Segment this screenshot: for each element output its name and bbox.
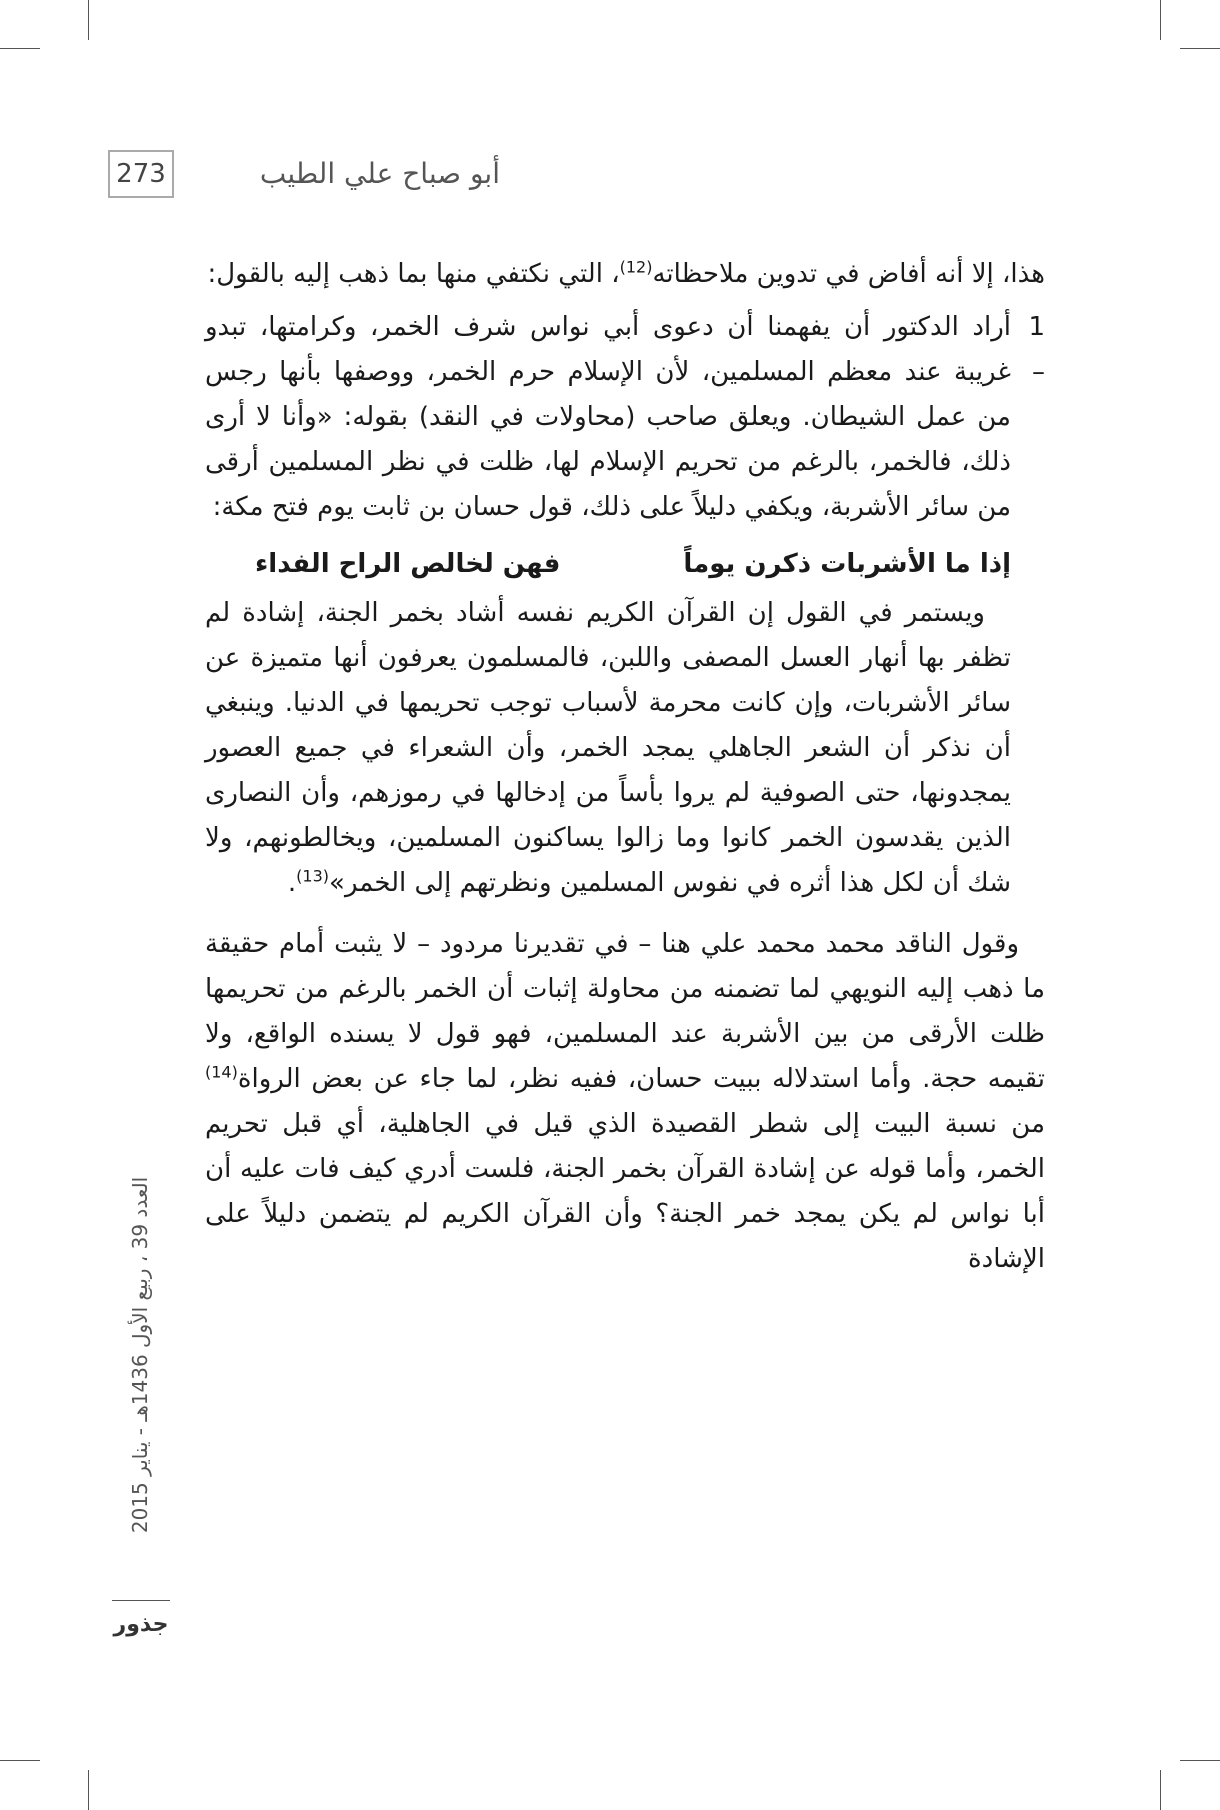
crop-mark-top-left-vertical — [88, 0, 89, 40]
journal-logo: جذور — [113, 1612, 169, 1637]
final-paragraph-text-end: من نسبة البيت إلى شطر القصيدة الذي قيل في الجاهلية، أي قبل تحريم الخمر، وأما قوله عن إشادة القرآن بخمر الجنة، فلست أدري كيف فات عليه أن أبا نواس لم يكن يمجد خمر الجنة؟ وأن القرآن الكريم لم يتضمن دليلاً على الإشادة — [205, 1109, 1045, 1274]
article-body — [205, 252, 1045, 1290]
item-continuation-text: ويستمر في القول إن القرآن الكريم نفسه أشاد بخمر الجنة، إشادة لم تظفر بها أنهار العسل المصفى واللبن، فالمسلمون يعرفون أنها متميزة عن سائر الأشربات، وإن كانت محرمة لأسباب توجب تحريمها في الدنيا. وينبغي أن نذكر أن الشعر الجاهلي يمجد الخمر، وأن الشعراء في جميع العصور يمجدونها، حتى الصوفية لم يروا بأساً من إدخالها في رموزهم، وأن النصارى الذين يقدسون الخمر كانوا وما زالوا يساكنون المسلمين، ويخالطونهم، ولا شك أن لكل هذا أثره في نفوس المسلمين ونظرتهم إلى الخمر» — [205, 598, 1011, 898]
item-number: 1 – — [1028, 312, 1045, 387]
final-paragraph-text: وقول الناقد محمد محمد علي هنا – في تقديرنا مردود – لا يثبت أمام حقيقة ما ذهب إليه النويهي لما تضمنه من محاولة إثبات أن الخمر بالرغم من تحريمها ظلت الأرقى من بين الأشربة عند المسلمين، فهو قول لا يسنده الواقع، ولا تقيمه حجة. وأما استدلاله ببيت حسان، ففيه نظر، لما جاء عن بعض الرواة — [205, 929, 1045, 1094]
item-continuation — [205, 591, 1011, 906]
item-paragraph: أراد الدكتور أن يفهمنا أن دعوى أبي نواس شرف الخمر، وكرامتها، تبدو غريبة عند معظم المسلمين، لأن الإسلام حرم الخمر، ووصفها بأنها رجس من عمل الشيطان. ويعلق صاحب (محاولات في النقد) بقوله: «وأنا لا أرى ذلك، فالخمر، بالرغم من تحريم الإسلام لها، ظلت في نظر المسلمين أرقى من سائر الأشربة، ويكفي دليلاً على ذلك، قول حسان بن ثابت يوم فتح مكة: — [205, 312, 1011, 522]
page-number: 273 — [108, 150, 174, 198]
poetry-verse — [205, 538, 1011, 591]
journal-issue-sidebar — [122, 1145, 158, 1565]
crop-mark-bottom-left-vertical — [88, 1770, 89, 1810]
journal-issue-info: العدد 39 ، ربيع الأول 1436هـ - يناير 2015 — [128, 1176, 152, 1534]
footnote-ref-13: (13) — [296, 866, 330, 886]
crop-mark-top-left — [0, 48, 40, 49]
crop-mark-top-right-vertical — [1160, 0, 1161, 40]
crop-mark-bottom-right — [1180, 1760, 1220, 1761]
numbered-item — [205, 305, 1045, 914]
final-paragraph — [205, 922, 1045, 1282]
intro-paragraph — [205, 252, 1045, 297]
verse-second-hemistich: فهن لخالص الراح الفداء — [255, 549, 561, 579]
footnote-ref-12: (12) — [619, 257, 653, 277]
intro-text: هذا، إلا أنه أفاض في تدوين ملاحظاته — [652, 259, 1045, 289]
logo-divider — [112, 1600, 170, 1601]
item-body — [205, 305, 1011, 914]
running-header: أبو صباح علي الطيب — [259, 157, 500, 190]
footnote-ref-14: (14) — [205, 1062, 238, 1082]
intro-text-end: ، التي نكتفي منها بما ذهب إليه بالقول: — [207, 259, 620, 289]
crop-mark-top-right — [1180, 48, 1220, 49]
item-end-mark: . — [287, 868, 297, 898]
crop-mark-bottom-right-vertical — [1160, 1770, 1161, 1810]
verse-first-hemistich: إذا ما الأشربات ذكرن يوماً — [683, 549, 1011, 579]
crop-mark-bottom-left — [0, 1760, 40, 1761]
